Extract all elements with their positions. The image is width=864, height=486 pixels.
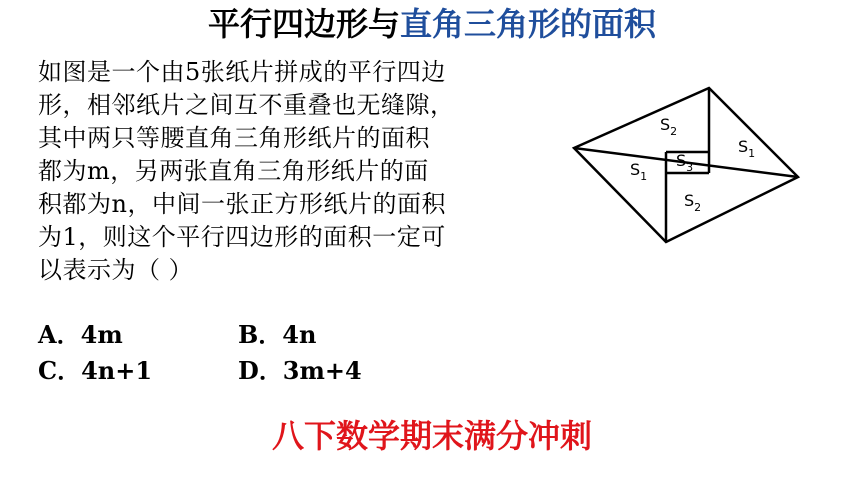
problem-line: 都为m，另两张直角三角形纸片的面 <box>38 157 429 185</box>
label-s2-top: $S_2$ <box>660 115 678 138</box>
problem-line: 积都为n，中间一张正方形纸片的面积 <box>38 190 446 218</box>
option-c[interactable]: C．4n+1 <box>38 356 153 385</box>
options-row-1 <box>38 318 438 351</box>
title-part-blue: 直角三角形的面积 <box>400 5 657 43</box>
problem-line: 形，相邻纸片之间互不重叠也无缝隙， <box>38 91 455 119</box>
option-d[interactable]: D．3m+4 <box>238 356 362 385</box>
parallelogram-figure <box>566 80 806 250</box>
options-row-2 <box>38 354 438 387</box>
option-a[interactable]: A．4m <box>38 320 123 349</box>
label-s2-bottom: $S_2$ <box>684 191 702 214</box>
label-s3-center: $S_3$ <box>676 151 694 174</box>
label-s1-right: $S_1$ <box>738 137 756 160</box>
problem-line: 其中两只等腰直角三角形纸片的面积 <box>38 124 430 152</box>
page-title <box>0 4 864 44</box>
subtitle: 八下数学期末满分冲刺 <box>271 417 592 455</box>
problem-line: 为1，则这个平行四边形的面积一定可 <box>38 223 446 251</box>
problem-text <box>38 56 568 287</box>
problem-line: 如图是一个由5张纸片拼成的平行四边 <box>38 58 446 86</box>
label-s1-left: $S_1$ <box>630 160 648 183</box>
problem-line: 以表示为（ ） <box>38 256 194 284</box>
option-b[interactable]: B．4n <box>238 320 317 349</box>
title-part-black: 平行四边形与 <box>207 5 400 43</box>
